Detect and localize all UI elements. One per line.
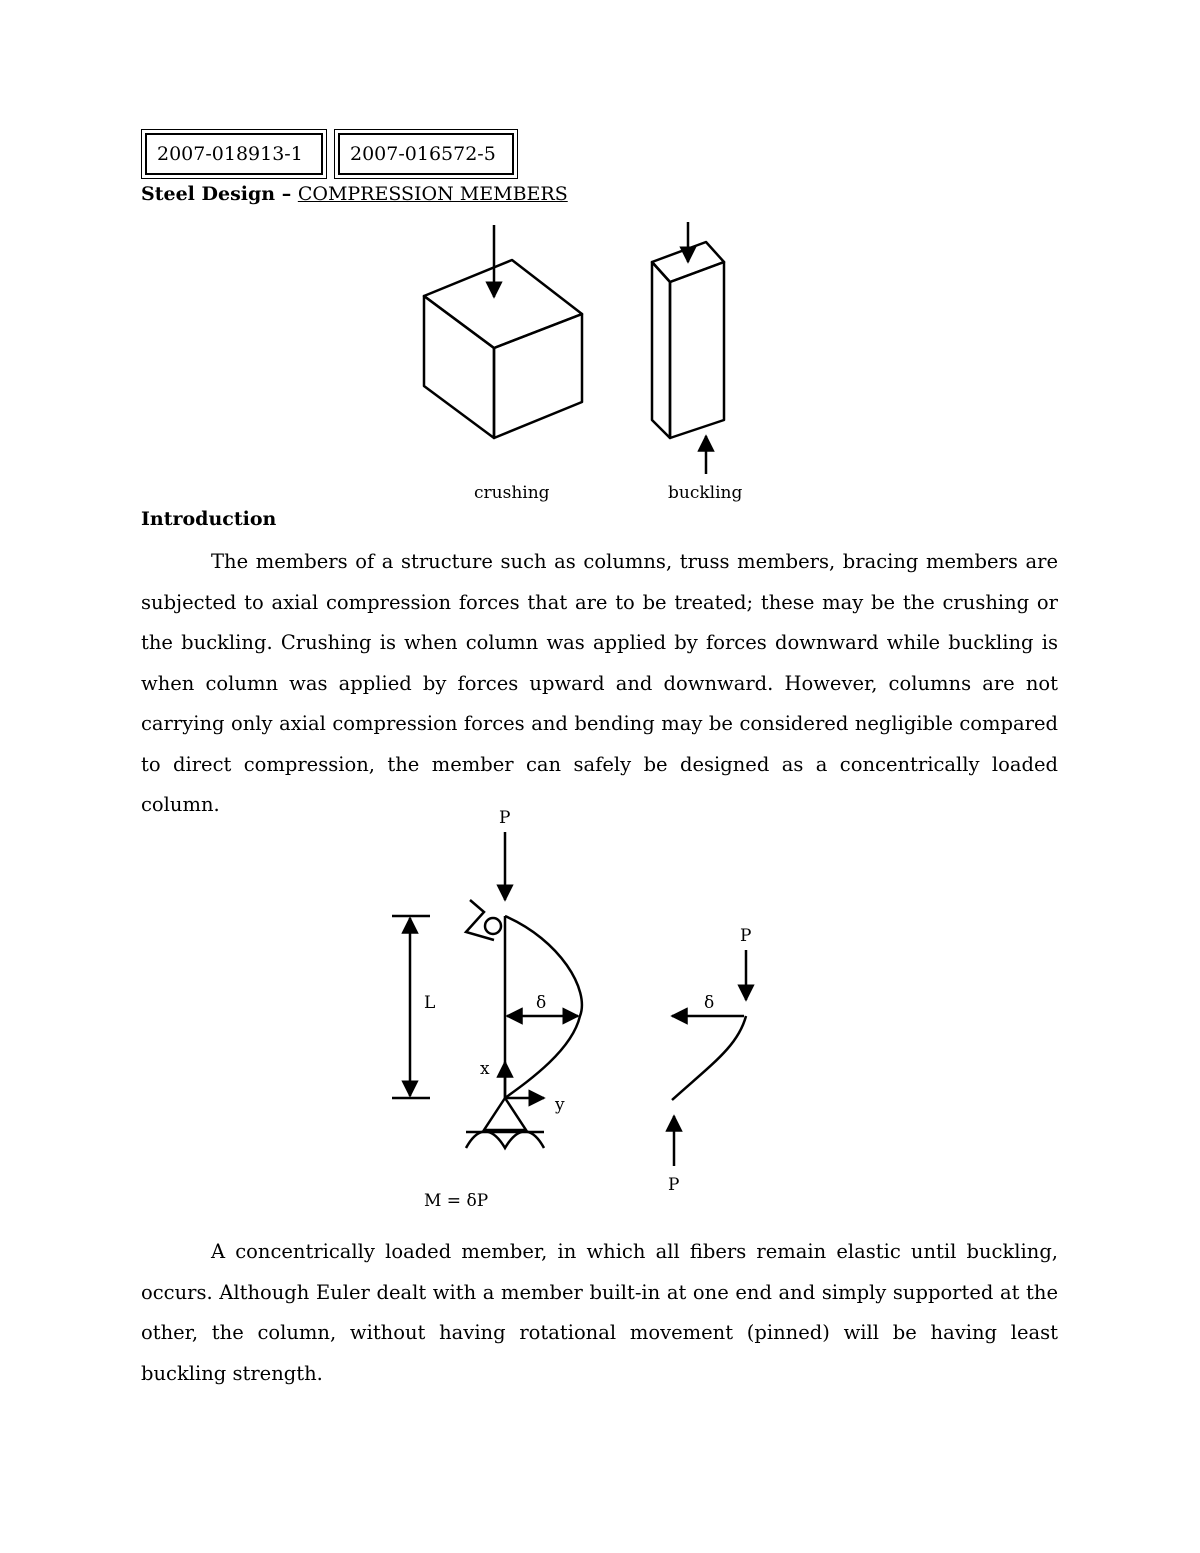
length-label: L: [424, 993, 436, 1013]
document-id-box-2: 2007-016572-5: [338, 133, 514, 175]
moment-equation: M = δP: [424, 1191, 489, 1211]
segment-deflection-label: δ: [704, 993, 715, 1013]
deflection-label: δ: [536, 993, 547, 1013]
load-p-label: P: [499, 808, 511, 828]
bottom-pin-support: [466, 1098, 544, 1148]
crushing-label: crushing: [474, 483, 550, 503]
introduction-paragraph: The members of a structure such as columns, truss members, bracing members are subjected to axial compression forces that are to be treated; these may be the crushing or the buckling. Crushing is when column was applied by forces downward while buckling is when column was applied by forces upward and downward. However, columns are not carrying only axial compression forces and bending may be considered negligible compared to direct compression, the member can safely be designed as a concentrically loaded column.: [141, 550, 1058, 816]
title-underlined: COMPRESSION MEMBERS: [297, 183, 568, 205]
document-id-box-1: 2007-018913-1: [145, 133, 323, 175]
x-axis-label: x: [480, 1059, 490, 1079]
segment-load-top-label: P: [740, 926, 752, 946]
top-roller-support: [466, 900, 501, 940]
euler-paragraph: A concentrically loaded member, in which all fibers remain elastic until buckling, occurs. Although Euler dealt with a member built-in at one end and simply supported at the other, the column, without having rotational movement (pinned) will be having least buckling strength.: [141, 1240, 1058, 1385]
buckling-label: buckling: [668, 483, 743, 503]
title-prefix: Steel Design –: [141, 183, 298, 205]
segment-curve: [672, 1016, 746, 1100]
y-axis-label: y: [555, 1095, 565, 1115]
segment-load-bottom-label: P: [668, 1175, 680, 1195]
section-heading-introduction: Introduction: [141, 508, 277, 530]
